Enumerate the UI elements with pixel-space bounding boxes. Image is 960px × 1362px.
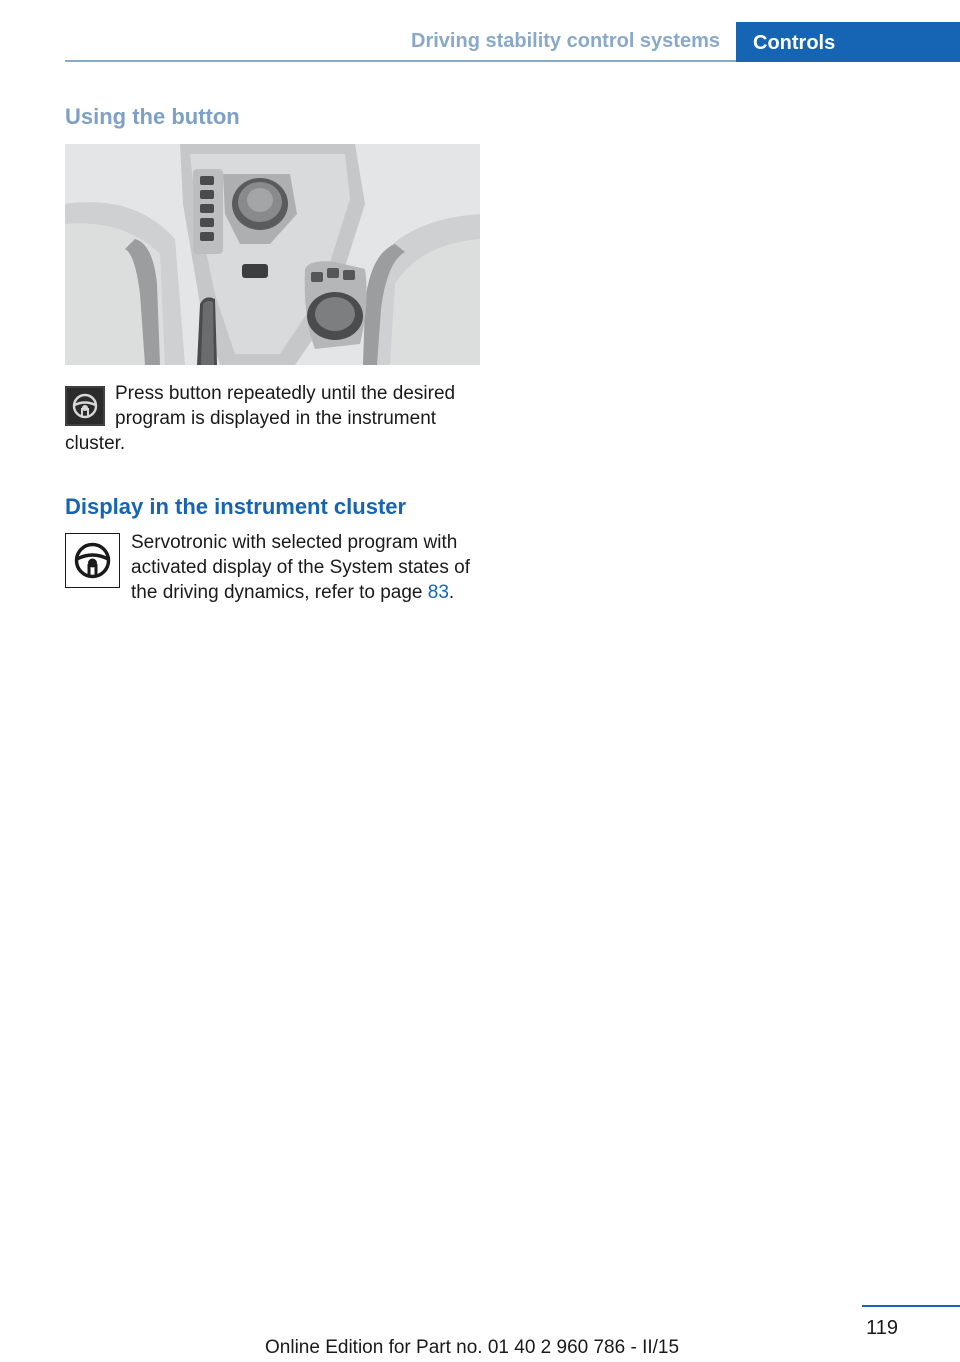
header-chapter-tab — [736, 22, 960, 62]
using-button-paragraph — [65, 381, 483, 456]
edition-note: Online Edition for Part no. 01 40 2 960 786 - II/15 — [265, 1337, 680, 1358]
center-console-photo — [65, 144, 480, 365]
using-button-text: Press button repeatedly until the desired program is displayed in the instrument cluster. — [65, 383, 456, 454]
header-section — [0, 0, 736, 62]
section-heading-using-button: Using the button — [65, 104, 240, 129]
page-reference-link[interactable]: 83 — [427, 582, 449, 603]
page-number: 119 — [866, 1317, 898, 1339]
header-section-title: Driving stability control systems — [411, 30, 720, 52]
section-heading-display: Display in the instrument cluster — [65, 494, 407, 519]
display-text-end: . — [448, 582, 455, 603]
display-paragraph — [65, 530, 483, 605]
header-chapter-title: Controls — [753, 32, 836, 54]
header-divider — [65, 60, 736, 62]
footer-divider — [862, 1305, 960, 1307]
display-text: Servotronic with selected program with activated display of the System states of the driving dynamics, refer to page — [131, 532, 471, 603]
